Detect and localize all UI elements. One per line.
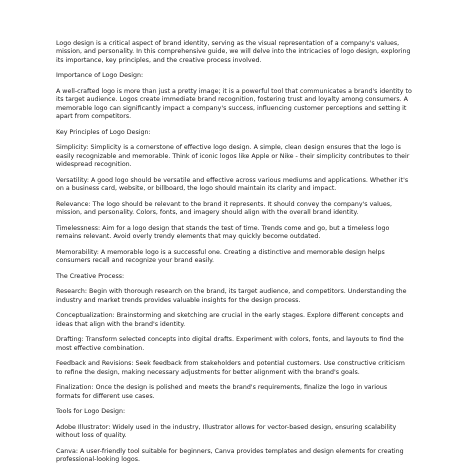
tool-canva: Canva: A user-friendly tool suitable for beginners, Canva provides templates and design elements for creating professional-looking logos. — [56, 448, 404, 464]
section-heading-importance: Importance of Logo Design: — [56, 72, 144, 80]
intro-paragraph: Logo design is a critical aspect of brand identity, serving as the visual representation of a company's values, mission, and personality. In this comprehensive guide, we will delve into the intricacies of logo design, exploring its importance, key principles, and the creative process involved. — [56, 40, 411, 64]
importance-paragraph: A well-crafted logo is more than just a pretty image; it is a powerful tool that communicates a brand's identity to its target audience. Logos create immediate brand recognition, fostering trust and loyalty among consumers. A memorable logo can significantly impact a company's success, influencing customer perceptions and setting it apart from competitors. — [56, 88, 412, 121]
process-feedback: Feedback and Revisions: Seek feedback from stakeholders and potential customers. Use constructive criticism to refine the design, making necessary adjustments for better alignment with the brand's goals. — [56, 360, 405, 376]
principle-simplicity: Simplicity: Simplicity is a cornerstone of effective logo design. A simple, clean design ensures that the logo is easily recognizable and memorable. Think of iconic logos like Apple or Nike - their simplicity contributes to their widespread recognition. — [56, 144, 410, 169]
principle-memorability: Memorability: A memorable logo is a successful one. Creating a distinctive and memorable design helps consumers recall and recognize your brand easily. — [56, 248, 385, 265]
process-finalization: Finalization: Once the design is polished and meets the brand's requirements, finalize the logo in various formats for different use cases. — [56, 384, 388, 400]
principle-versatility: Versatility: A good logo should be versatile and effective across various mediums and applications. Whether it's on a business card, website, or billboard, the logo should maintain its clarity and impact. — [56, 176, 409, 193]
section-heading-tools: Tools for Logo Design: — [56, 408, 126, 416]
tool-illustrator: Adobe Illustrator: Widely used in the industry, Illustrator allows for vector-based design, ensuring scalability without loss of quality. — [56, 424, 397, 440]
section-heading-process: The Creative Process: — [56, 272, 125, 280]
process-drafting: Drafting: Transform selected concepts into digital drafts. Experiment with colors, fonts, and layouts to find the most effective combination. — [56, 336, 404, 352]
principle-timelessness: Timelessness: Aim for a logo design that stands the test of time. Trends come and go, but a timeless logo remains relevant. Avoid overly trendy elements that may quickly become outdated. — [56, 224, 390, 241]
section-heading-principles: Key Principles of Logo Design: — [56, 128, 151, 136]
principle-relevance: Relevance: The logo should be relevant to the brand it represents. It should convey the company's values, mission, and personality. Colors, fonts, and imagery should align with the overall brand identity. — [56, 200, 393, 217]
document-body — [56, 40, 412, 472]
process-research: Research: Begin with thorough research on the brand, its target audience, and competitors. Understanding the industry and market trends provides valuable insights for the design process. — [56, 288, 407, 304]
process-conceptualization: Conceptualization: Brainstorming and sketching are crucial in the early stages. Explore different concepts and ideas that align with the brand's identity. — [56, 312, 404, 328]
